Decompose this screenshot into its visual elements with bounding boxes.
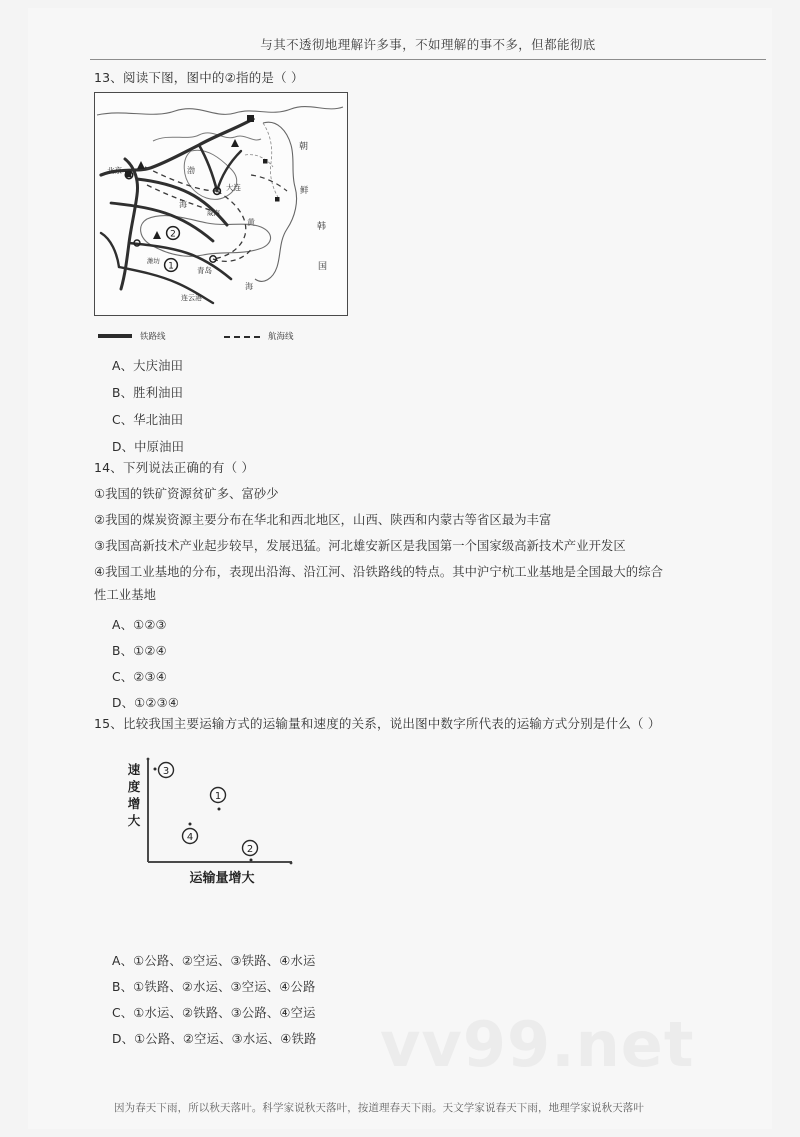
chart-xlabel: 运输量增大 [189,871,255,886]
header-divider [90,59,766,60]
question-14-statement-4: ④我国工业基地的分布，表现出沿海、沿江河、沿铁路线的特点。其中沪宁杭工业基地是全国最大的综合 [94,565,663,579]
chart-ylabel-char-2: 度 [127,779,141,794]
svg-text:北京: 北京 [107,166,122,175]
chart-point-2 [243,841,258,862]
question-13-option-a[interactable]: A、大庆油田 [112,359,184,373]
question-13-stem: 13、阅读下图，图中的②指的是（ ） [94,70,304,85]
svg-text:朝: 朝 [299,142,309,152]
question-14-statement-2: ②我国的煤炭资源主要分布在华北和西北地区，山西、陕西和内蒙古等省区最为丰富 [94,513,552,527]
question-14-option-a[interactable]: A、①②③ [112,618,167,632]
chart-point-3 [154,763,174,778]
svg-text:2: 2 [170,229,176,240]
map-legend [96,329,348,345]
svg-text:1: 1 [168,261,174,272]
svg-text:国: 国 [318,262,328,272]
svg-text:3: 3 [162,766,170,778]
question-15-option-b[interactable]: B、①铁路、②水运、③空运、④公路 [112,980,316,994]
map-frame [94,92,348,316]
page-sheet [28,8,772,1129]
header-title: 与其不透彻地理解许多事，不如理解的事不多，但都能彻底 [260,37,596,52]
question-15-option-c[interactable]: C、①水运、②铁路、③公路、④空运 [112,1006,316,1020]
svg-text:海: 海 [179,200,187,209]
svg-text:青岛: 青岛 [197,266,212,275]
chart-point-1 [211,788,226,811]
question-14-statement-1: ①我国的铁矿资源贫矿多、富砂少 [94,487,279,501]
page-header [88,36,768,54]
question-14-option-b[interactable]: B、①②④ [112,644,167,658]
question-15-option-a[interactable]: A、①公路、②空运、③铁路、④水运 [112,954,316,968]
question-14-option-c[interactable]: C、②③④ [112,670,167,684]
question-14-statement-4-cont: 性工业基地 [94,588,156,602]
svg-text:海: 海 [245,282,253,291]
chart-ylabel-char-3: 增 [127,796,141,811]
svg-text:1: 1 [214,791,222,803]
legend-shipping-symbol [224,336,260,338]
question-13-option-b[interactable]: B、胜利油田 [112,386,184,400]
chart-ylabel-char-4: 大 [127,813,141,828]
chart-ylabel-char-1: 速 [127,762,141,777]
transport-scatter-chart [114,750,314,890]
svg-text:韩: 韩 [317,222,327,232]
legend-railway-label: 铁路线 [140,332,166,342]
page-footer: 因为春天下雨，所以秋天落叶。科学家说秋天落叶，按道理春天下雨。天文学家说春天下雨，地理学家说秋天落叶 [114,1102,644,1114]
svg-text:4: 4 [186,832,194,844]
svg-text:鲜: 鲜 [300,186,309,196]
svg-text:大连: 大连 [226,183,241,192]
svg-text:威海: 威海 [207,209,220,217]
question-13-option-d[interactable]: D、中原油田 [112,440,185,454]
question-14-option-d[interactable]: D、①②③④ [112,696,180,710]
legend-railway-symbol [98,334,132,338]
map-marker-2 [167,227,180,240]
svg-text:渤: 渤 [187,166,195,175]
site-watermark: vv99.net [380,1008,695,1081]
svg-text:2: 2 [246,844,254,856]
question-14-stem: 14、下列说法正确的有（ ） [94,460,255,475]
question-13-option-c[interactable]: C、华北油田 [112,413,184,427]
question-13-figure [94,92,350,348]
svg-text:黄: 黄 [247,218,255,227]
map-marker-1 [165,259,178,272]
question-15-option-d[interactable]: D、①公路、②空运、③水运、④铁路 [112,1032,317,1046]
svg-text:潍坊: 潍坊 [147,257,160,265]
legend-shipping-label: 航海线 [268,332,294,342]
svg-text:连云港: 连云港 [181,294,202,302]
question-15-stem: 15、比较我国主要运输方式的运输量和速度的关系，说出图中数字所代表的运输方式分别是什么（ ） [94,716,661,731]
question-15-figure [114,750,314,890]
question-14-statement-3: ③我国高新技术产业起步较早，发展迅猛。河北雄安新区是我国第一个国家级高新技术产业开发区 [94,539,626,553]
bohai-region-map [95,93,345,313]
chart-point-4 [183,823,198,844]
